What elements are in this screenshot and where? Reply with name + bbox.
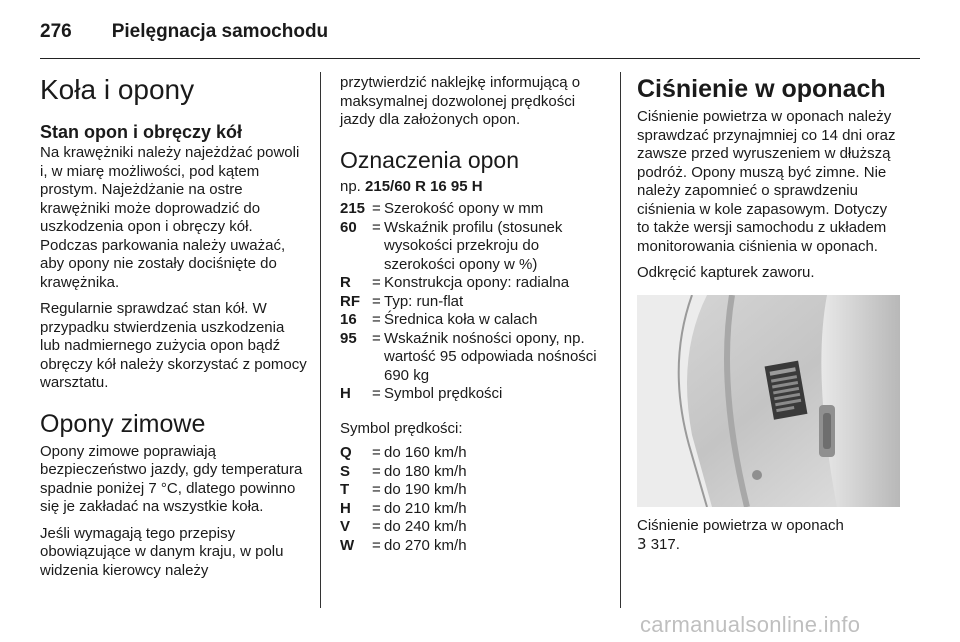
equals-sign: =	[372, 499, 381, 517]
row-key: T	[340, 481, 350, 498]
speed-row	[340, 537, 606, 556]
equals-sign: =	[372, 481, 381, 498]
example-code: np. 215/60 R 16 95 H	[340, 177, 483, 195]
row-value: Średnica koła w calach	[384, 311, 538, 328]
row-value: do 190 km/h	[384, 481, 467, 498]
row-value: Konstrukcja opony: radialna	[384, 274, 570, 291]
marking-row	[340, 330, 606, 386]
paragraph: Odkręcić kapturek zaworu.	[637, 264, 815, 281]
row-key: H	[340, 385, 351, 402]
marking-row	[340, 274, 606, 293]
row-value: Wskaźnik nośności opony, np. wartość 95 odpowiada nośności 690 kg	[384, 329, 597, 384]
marking-row	[340, 293, 606, 312]
paragraph: Ciśnienie powietrza w oponach należy sprawdzać przynajmniej co 14 dni oraz zawsze przed wyruszeniem w dłuższą podróż. Opony muszą być zimne. Nie należy zapomnieć o sprawdzeniu ciśnienia w kole zapasowym. Dotyczy to także wersji samochodu z układem monitorowania ciśnienia w oponach.	[637, 108, 896, 255]
equals-sign: =	[372, 274, 381, 291]
page-header	[40, 14, 328, 50]
equals-sign: =	[372, 218, 381, 236]
equals-sign: =	[372, 385, 381, 402]
paragraph: Jeśli wymagają tego przepisy obowiązujące w danym kraju, w polu widzenia kierowcy należy	[40, 524, 284, 579]
row-value: Wskaźnik profilu (stosunek wysokości przekroju do szerokości opony w %)	[384, 218, 563, 273]
row-value: do 210 km/h	[384, 499, 467, 517]
row-key: 60	[340, 218, 357, 236]
equals-sign: =	[372, 444, 381, 461]
subheading-tyre-pressure: Ciśnienie w oponach	[637, 75, 886, 103]
equals-sign: =	[372, 200, 381, 217]
row-value: do 270 km/h	[384, 536, 467, 554]
row-value: Symbol prędkości	[384, 385, 503, 402]
paragraph: przytwierdzić naklejkę informującą o maksymalnej dozwolonej prędkości jazdy dla założonych opon.	[340, 74, 581, 128]
row-key: Q	[340, 444, 352, 461]
marking-row	[340, 200, 606, 219]
speeds-list	[340, 444, 606, 555]
speed-row	[340, 518, 606, 537]
chapter-title: Koła i opony	[40, 74, 195, 105]
page-reference: 3 317.	[637, 535, 680, 553]
row-value: Szerokość opony w mm	[384, 200, 544, 217]
column-3	[637, 74, 903, 555]
paragraph: Regularnie sprawdzać stan kół. W przypadku stwierdzenia uszkodzenia lub nadmiernego zużycia opon bądź obręczy kół należy skorzystać z pomocy warsztatu.	[40, 300, 307, 391]
speed-row	[340, 463, 606, 482]
row-value: do 180 km/h	[384, 462, 467, 480]
equals-sign: =	[372, 292, 381, 310]
subheading-tyre-markings: Oznaczenia opon	[340, 146, 520, 173]
marking-row	[340, 219, 606, 275]
paragraph: Opony zimowe poprawiają bezpieczeństwo jazdy, gdy temperatura spadnie poniżej 7 °C, dlatego powinno się je zakładać na wszystkie koła.	[40, 442, 303, 515]
markings-list	[340, 200, 606, 404]
column-divider	[620, 72, 621, 608]
row-value: Typ: run-flat	[384, 292, 464, 310]
column-1	[40, 74, 308, 588]
paragraph: Na krawężniki należy najeżdżać powoli i, w miarę możliwości, pod kątem prostym. Najeżdżanie na ostre krawężniki może doprowadzić do uszkodzenia opon i obręczy kół. Podczas parkowania należy uważać, aby opony nie zostały dociśnięte do krawężnika.	[40, 144, 300, 291]
equals-sign: =	[372, 518, 381, 535]
speed-row	[340, 481, 606, 500]
subheading-winter-tyres: Opony zimowe	[40, 409, 206, 438]
row-key: 215	[340, 200, 366, 217]
row-key: H	[340, 499, 351, 517]
speed-row	[340, 444, 606, 463]
row-key: RF	[340, 292, 360, 310]
reference-arrow-icon: 3	[637, 535, 647, 553]
row-key: 16	[340, 311, 357, 328]
equals-sign: =	[372, 536, 381, 554]
equals-sign: =	[372, 311, 381, 328]
subheading-rim-condition: Stan opon i obręczy kół	[40, 122, 243, 142]
row-key: 95	[340, 329, 357, 347]
row-key: S	[340, 462, 351, 480]
speed-row	[340, 500, 606, 519]
row-key: V	[340, 518, 351, 535]
figure-caption: Ciśnienie powietrza w oponach	[637, 516, 844, 534]
equals-sign: =	[372, 329, 381, 347]
row-value: do 160 km/h	[384, 444, 467, 461]
row-value: do 240 km/h	[384, 518, 467, 535]
tyre-pressure-sticker-image	[637, 295, 900, 507]
column-2	[340, 74, 606, 555]
header-rule	[40, 58, 920, 59]
row-key: W	[340, 536, 355, 554]
door-sticker-photo	[637, 295, 900, 507]
speed-title: Symbol prędkości:	[340, 419, 463, 437]
marking-row	[340, 311, 606, 330]
column-divider	[320, 72, 321, 608]
page-number: 276	[40, 21, 72, 42]
row-key: R	[340, 274, 351, 291]
equals-sign: =	[372, 462, 381, 480]
marking-row	[340, 385, 606, 404]
section-title: Pielęgnacja samochodu	[111, 21, 329, 42]
watermark: carmanualsonline.info	[640, 612, 861, 637]
